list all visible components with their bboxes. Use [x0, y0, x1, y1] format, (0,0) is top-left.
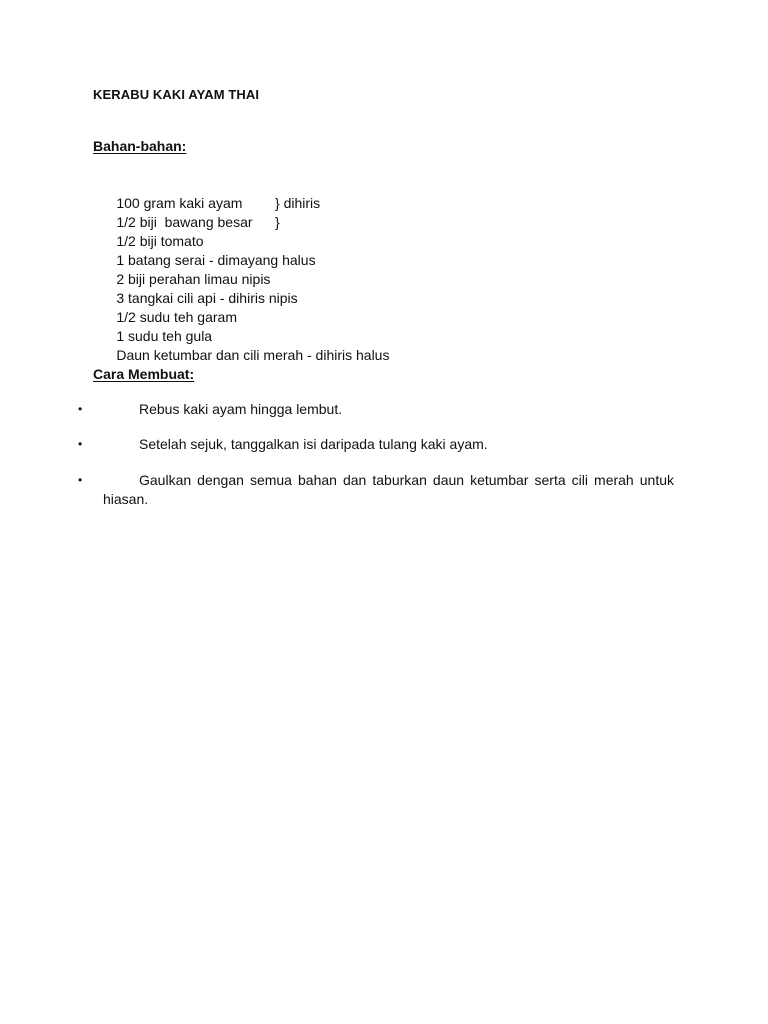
- ingredient-note: } dihiris: [275, 195, 321, 211]
- method-step: [0, 400, 768, 419]
- ingredients-list: [93, 175, 390, 363]
- bullet-icon: •: [78, 437, 83, 451]
- ingredient-text: 3 tangkai cili api - dihiris nipis: [116, 290, 298, 306]
- method-step: [0, 471, 768, 509]
- ingredient-item: [93, 232, 389, 268]
- ingredient-item: [93, 213, 389, 249]
- ingredients-heading: Bahan-bahan:: [93, 138, 187, 154]
- step-text: Rebus kaki ayam hingga lembut.: [139, 401, 343, 417]
- method-heading: Cara Membuat:: [93, 366, 195, 382]
- step-text: Gaulkan dengan semua bahan dan taburkan daun ketumbar serta cili merah untuk hiasan.: [103, 472, 674, 507]
- bullet-icon: •: [78, 402, 83, 416]
- ingredient-text: 1/2 biji tomato: [116, 233, 204, 249]
- document-title: KERABU KAKI AYAM THAI: [93, 87, 260, 102]
- ingredient-note: }: [275, 214, 280, 230]
- ingredient-text: 1 batang serai - dimayang halus: [116, 252, 316, 268]
- ingredient-text: Daun ketumbar dan cili merah - dihiris halus: [116, 347, 390, 363]
- ingredient-item: [93, 270, 389, 306]
- ingredient-text: 100 gram kaki ayam: [116, 195, 243, 211]
- ingredient-item: [93, 327, 390, 363]
- method-step: [0, 435, 768, 454]
- ingredient-item: [93, 251, 389, 287]
- ingredient-text: 1 sudu teh gula: [116, 328, 213, 344]
- step-text: Setelah sejuk, tanggalkan isi daripada tulang kaki ayam.: [139, 436, 488, 452]
- ingredient-item: [93, 308, 389, 344]
- ingredient-text: 2 biji perahan limau nipis: [116, 271, 271, 287]
- bullet-icon: •: [78, 473, 83, 487]
- ingredient-item: [93, 289, 389, 325]
- method-steps-list: [0, 400, 768, 509]
- ingredient-item: [93, 194, 389, 230]
- ingredient-text: 1/2 sudu teh garam: [116, 309, 237, 325]
- ingredient-text: 1/2 biji bawang besar: [116, 214, 253, 230]
